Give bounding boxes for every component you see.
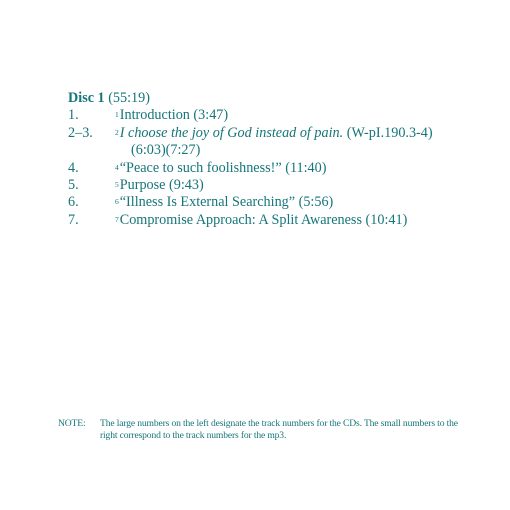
track-item-7 xyxy=(68,212,488,229)
cd-track-number: 7. xyxy=(68,211,79,228)
cd-track-number: 1. xyxy=(68,107,79,124)
mp3-track-number: 6 xyxy=(115,197,119,207)
track-title-italic: I choose the joy of God instead of pain. xyxy=(119,124,344,141)
disc-track-list xyxy=(68,90,488,229)
cd-track-number: 2–3. xyxy=(68,124,93,141)
track-item-6 xyxy=(68,194,488,211)
track-item-5 xyxy=(68,177,488,194)
track-durations: (6:03)(7:27) xyxy=(131,142,201,159)
mp3-track-number: 7 xyxy=(115,214,119,224)
cd-track-number: 5. xyxy=(68,177,79,194)
track-item-1 xyxy=(68,107,488,124)
mp3-track-number: 1 xyxy=(115,110,119,120)
mp3-track-number: 4 xyxy=(115,162,119,172)
mp3-track-number: 2 xyxy=(115,127,119,137)
track-title: “Illness Is External Searching” (5:56) xyxy=(119,194,334,211)
mp3-track-number: 5 xyxy=(115,180,119,190)
disc-heading xyxy=(68,90,488,107)
track-item-2-3 xyxy=(68,125,488,160)
cd-track-number: 4. xyxy=(68,159,79,176)
note-text: The large numbers on the left designate the track numbers for the CDs. The small numbers to the right correspond to the track numbers for the mp3. xyxy=(100,418,458,441)
footnote xyxy=(58,418,468,442)
track-title: Introduction (3:47) xyxy=(119,107,229,124)
track-title: Purpose (9:43) xyxy=(119,177,204,194)
track-item-4 xyxy=(68,160,488,177)
cd-track-number: 6. xyxy=(68,194,79,211)
track-title: Compromise Approach: A Split Awareness (10:41) xyxy=(119,211,408,228)
track-reference: (W-pI.190.3-4) xyxy=(343,124,433,141)
track-title: “Peace to such foolishness!” (11:40) xyxy=(119,159,327,176)
disc-title: Disc 1 xyxy=(68,90,105,106)
disc-duration: (55:19) xyxy=(108,90,150,106)
note-label: NOTE: xyxy=(58,418,86,429)
